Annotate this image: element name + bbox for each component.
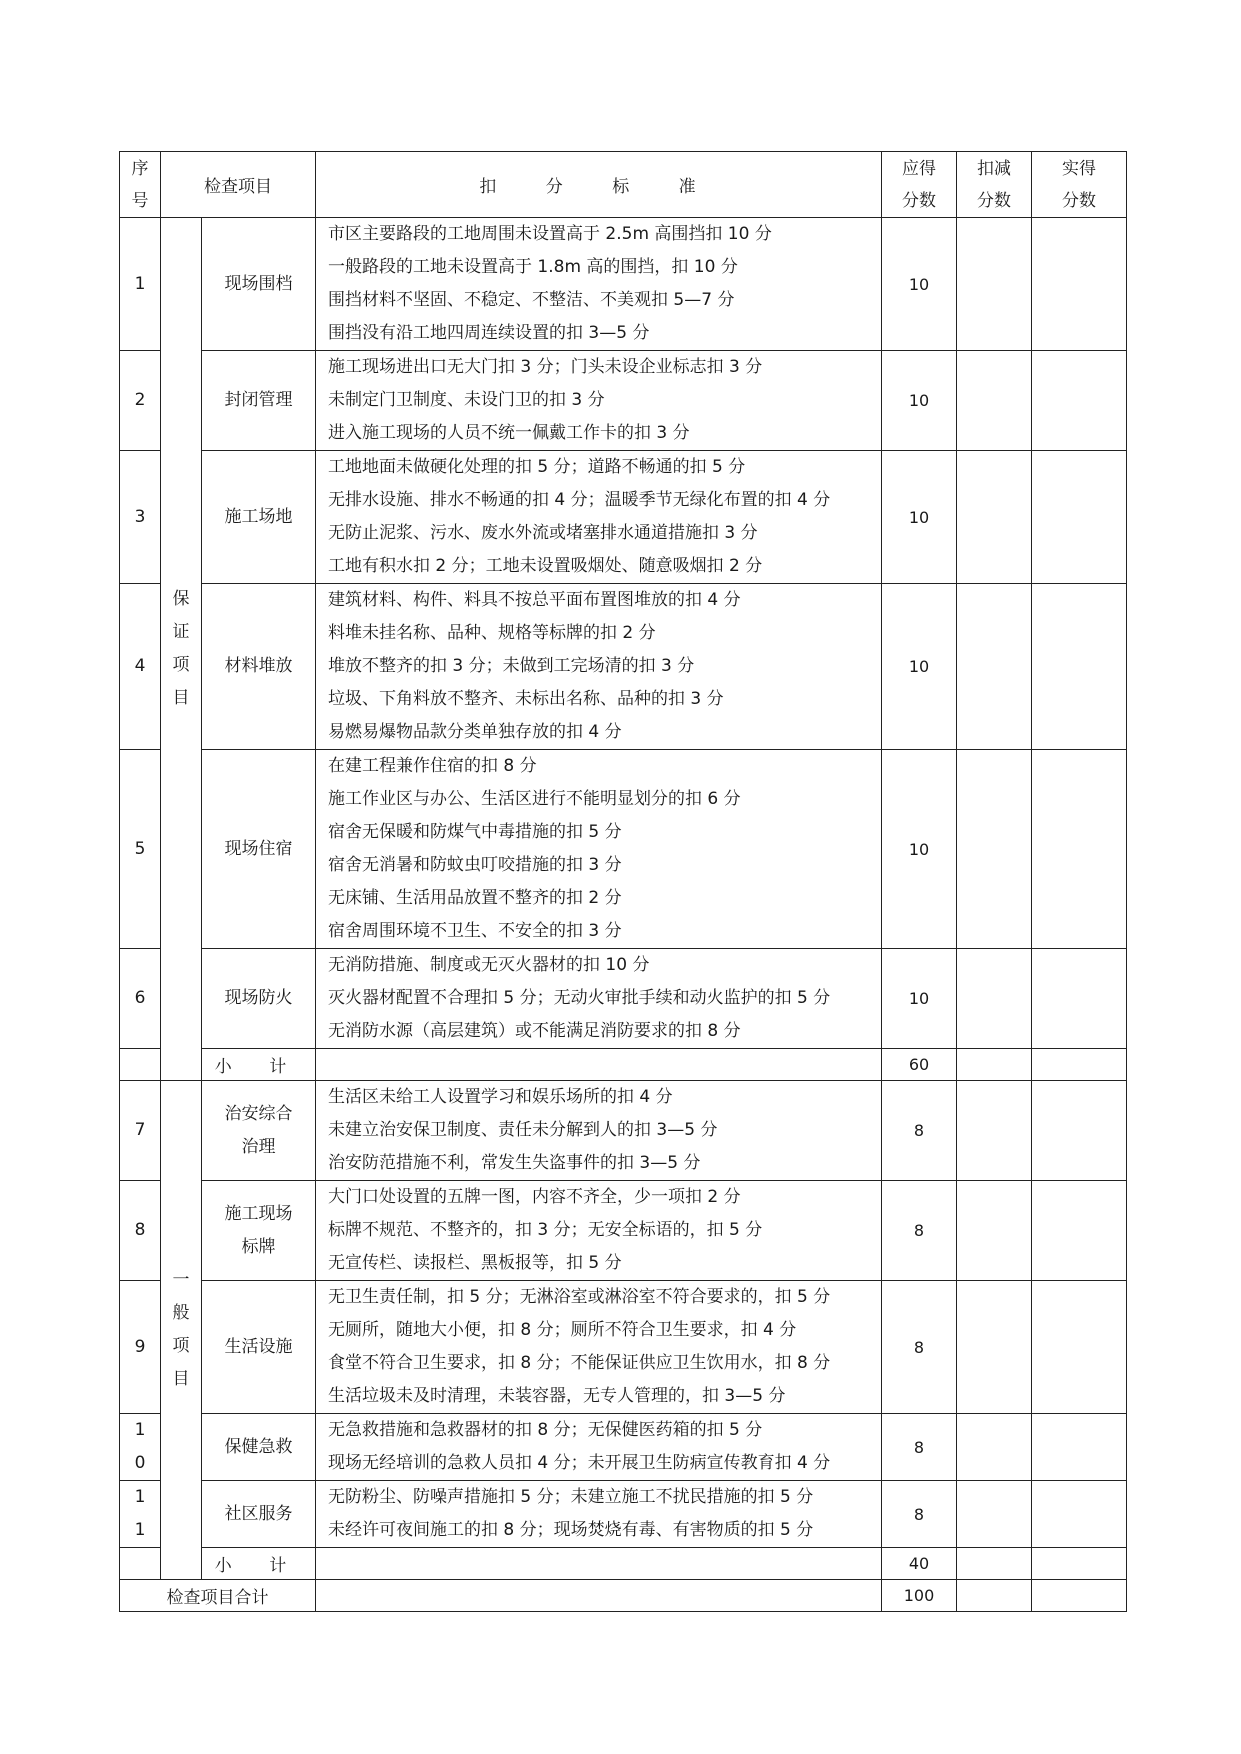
row-due-score: 10: [882, 584, 957, 750]
row-actual-score: [1032, 750, 1127, 949]
header-row: [120, 152, 1127, 218]
criteria-line: 在建工程兼作住宿的扣 8 分: [328, 756, 537, 776]
criteria-line: 宿舍无保暖和防煤气中毒措施的扣 5 分: [328, 822, 622, 842]
subtotal-score: 40: [882, 1548, 957, 1580]
criteria-line: 无消防水源（高层建筑）或不能满足消防要求的扣 8 分: [328, 1021, 741, 1041]
row-criteria: [316, 1081, 882, 1181]
row-criteria: [316, 584, 882, 750]
table-row: [120, 451, 1127, 584]
row-actual-score: [1032, 218, 1127, 351]
criteria-line: 未建立治安保卫制度、责任未分解到人的扣 3—5 分: [328, 1120, 718, 1140]
header-actual-score: 实得 分数: [1032, 152, 1127, 218]
row-seq: 8: [120, 1181, 161, 1281]
row-seq: 9: [120, 1281, 161, 1414]
inspection-score-table: [119, 151, 1127, 1612]
row-due-score: 8: [882, 1414, 957, 1481]
criteria-line: 施工作业区与办公、生活区进行不能明显划分的扣 6 分: [328, 789, 741, 809]
criteria-line: 垃圾、下角料放不整齐、未标出名称、品种的扣 3 分: [328, 689, 724, 709]
criteria-line: 工地地面未做硬化处理的扣 5 分；道路不畅通的扣 5 分: [328, 457, 746, 477]
criteria-line: 料堆未挂名称、品种、规格等标牌的扣 2 分: [328, 623, 656, 643]
total-score: 100: [882, 1580, 957, 1612]
total-actual: [1032, 1580, 1127, 1612]
criteria-line: 无床铺、生活用品放置不整齐的扣 2 分: [328, 888, 622, 908]
row-item: 材料堆放: [202, 584, 316, 750]
row-item: 社区服务: [202, 1481, 316, 1548]
subtotal-seq: [120, 1548, 161, 1580]
row-deduct-score: [957, 218, 1032, 351]
row-actual-score: [1032, 584, 1127, 750]
row-item: 保健急救: [202, 1414, 316, 1481]
row-seq: 5: [120, 750, 161, 949]
criteria-line: 围挡没有沿工地四周连续设置的扣 3—5 分: [328, 323, 650, 343]
row-item: 治安综合 治理: [202, 1081, 316, 1181]
subtotal-label: 小 计: [202, 1049, 316, 1081]
criteria-line: 进入施工现场的人员不统一佩戴工作卡的扣 3 分: [328, 423, 690, 443]
row-deduct-score: [957, 949, 1032, 1049]
row-criteria: [316, 750, 882, 949]
criteria-line: 建筑材料、构件、料具不按总平面布置图堆放的扣 4 分: [328, 590, 741, 610]
criteria-line: 灭火器材配置不合理扣 5 分；无动火审批手续和动火监护的扣 5 分: [328, 988, 831, 1008]
criteria-line: 无防粉尘、防噪声措施扣 5 分；未建立施工不扰民措施的扣 5 分: [328, 1487, 814, 1507]
criteria-line: 无急救措施和急救器材的扣 8 分；无保健医药箱的扣 5 分: [328, 1420, 763, 1440]
table-row: [120, 1414, 1127, 1481]
subtotal-criteria: [316, 1049, 882, 1081]
row-seq: 1 0: [120, 1414, 161, 1481]
row-item: 现场住宿: [202, 750, 316, 949]
criteria-line: 宿舍周围环境不卫生、不安全的扣 3 分: [328, 921, 622, 941]
row-actual-score: [1032, 1181, 1127, 1281]
row-deduct-score: [957, 1414, 1032, 1481]
criteria-line: 无卫生责任制，扣 5 分；无淋浴室或淋浴室不符合要求的，扣 5 分: [328, 1287, 831, 1307]
table-row: [120, 1181, 1127, 1281]
criteria-line: 无厕所，随地大小便，扣 8 分；厕所不符合卫生要求，扣 4 分: [328, 1320, 797, 1340]
row-criteria: [316, 351, 882, 451]
table-row: [120, 949, 1127, 1049]
subtotal-seq: [120, 1049, 161, 1081]
row-item: 现场防火: [202, 949, 316, 1049]
row-criteria: [316, 949, 882, 1049]
row-item: 现场围档: [202, 218, 316, 351]
table-row: [120, 584, 1127, 750]
row-deduct-score: [957, 1181, 1032, 1281]
header-criteria: 扣 分 标 准: [316, 152, 882, 218]
header-due-score: 应得 分数: [882, 152, 957, 218]
criteria-line: 宿舍无消暑和防蚊虫叮咬措施的扣 3 分: [328, 855, 622, 875]
row-seq: 4: [120, 584, 161, 750]
criteria-line: 堆放不整齐的扣 3 分；未做到工完场清的扣 3 分: [328, 656, 695, 676]
row-actual-score: [1032, 351, 1127, 451]
row-deduct-score: [957, 1081, 1032, 1181]
criteria-line: 一般路段的工地未设置高于 1.8m 高的围挡，扣 10 分: [328, 257, 738, 277]
row-deduct-score: [957, 1281, 1032, 1414]
row-actual-score: [1032, 949, 1127, 1049]
table-row: [120, 750, 1127, 949]
criteria-line: 生活区未给工人设置学习和娱乐场所的扣 4 分: [328, 1087, 673, 1107]
table-row: [120, 1281, 1127, 1414]
header-item: 检查项目: [161, 152, 316, 218]
row-due-score: 10: [882, 451, 957, 584]
criteria-line: 未经许可夜间施工的扣 8 分；现场焚烧有毒、有害物质的扣 5 分: [328, 1520, 814, 1540]
row-criteria: [316, 451, 882, 584]
criteria-line: 治安防范措施不利，常发生失盗事件的扣 3—5 分: [328, 1153, 701, 1173]
subtotal-row: [120, 1049, 1127, 1081]
row-item: 施工场地: [202, 451, 316, 584]
row-item: 施工现场 标牌: [202, 1181, 316, 1281]
row-deduct-score: [957, 750, 1032, 949]
criteria-line: 无消防措施、制度或无灭火器材的扣 10 分: [328, 955, 650, 975]
table-row: [120, 218, 1127, 351]
criteria-line: 无防止泥浆、污水、废水外流或堵塞排水通道措施扣 3 分: [328, 523, 758, 543]
row-due-score: 10: [882, 351, 957, 451]
row-criteria: [316, 1481, 882, 1548]
row-criteria: [316, 218, 882, 351]
row-deduct-score: [957, 451, 1032, 584]
table-row: [120, 1081, 1127, 1181]
total-row: [120, 1580, 1127, 1612]
row-seq: 1: [120, 218, 161, 351]
row-actual-score: [1032, 1081, 1127, 1181]
row-seq: 7: [120, 1081, 161, 1181]
subtotal-label: 小 计: [202, 1548, 316, 1580]
row-seq: 2: [120, 351, 161, 451]
row-due-score: 10: [882, 949, 957, 1049]
row-seq: 1 1: [120, 1481, 161, 1548]
criteria-line: 易燃易爆物品款分类单独存放的扣 4 分: [328, 722, 622, 742]
subtotal-deduct: [957, 1049, 1032, 1081]
row-due-score: 8: [882, 1481, 957, 1548]
subtotal-row: [120, 1548, 1127, 1580]
category-label: 一 般 项 目: [161, 1081, 202, 1580]
row-deduct-score: [957, 584, 1032, 750]
total-label: 检查项目合计: [120, 1580, 316, 1612]
row-deduct-score: [957, 1481, 1032, 1548]
criteria-line: 食堂不符合卫生要求，扣 8 分；不能保证供应卫生饮用水，扣 8 分: [328, 1353, 831, 1373]
subtotal-actual: [1032, 1049, 1127, 1081]
row-due-score: 10: [882, 218, 957, 351]
row-seq: 6: [120, 949, 161, 1049]
table-row: [120, 1481, 1127, 1548]
criteria-line: 现场无经培训的急救人员扣 4 分；未开展卫生防病宣传教育扣 4 分: [328, 1453, 831, 1473]
category-label: 保 证 项 目: [161, 218, 202, 1081]
criteria-line: 未制定门卫制度、未设门卫的扣 3 分: [328, 390, 605, 410]
row-criteria: [316, 1181, 882, 1281]
row-actual-score: [1032, 1414, 1127, 1481]
subtotal-score: 60: [882, 1049, 957, 1081]
criteria-line: 施工现场进出口无大门扣 3 分；门头未设企业标志扣 3 分: [328, 357, 763, 377]
row-actual-score: [1032, 1481, 1127, 1548]
table-row: [120, 351, 1127, 451]
row-criteria: [316, 1281, 882, 1414]
total-criteria: [316, 1580, 882, 1612]
row-item: 生活设施: [202, 1281, 316, 1414]
criteria-line: 无排水设施、排水不畅通的扣 4 分；温暖季节无绿化布置的扣 4 分: [328, 490, 831, 510]
row-seq: 3: [120, 451, 161, 584]
criteria-line: 市区主要路段的工地周围未设置高于 2.5m 高围挡扣 10 分: [328, 224, 772, 244]
subtotal-criteria: [316, 1548, 882, 1580]
row-actual-score: [1032, 1281, 1127, 1414]
total-deduct: [957, 1580, 1032, 1612]
row-deduct-score: [957, 351, 1032, 451]
header-deduct-score: 扣减 分数: [957, 152, 1032, 218]
row-due-score: 8: [882, 1281, 957, 1414]
criteria-line: 标牌不规范、不整齐的，扣 3 分；无安全标语的，扣 5 分: [328, 1220, 763, 1240]
criteria-line: 无宣传栏、读报栏、黑板报等，扣 5 分: [328, 1253, 622, 1273]
row-due-score: 8: [882, 1081, 957, 1181]
row-criteria: [316, 1414, 882, 1481]
row-actual-score: [1032, 451, 1127, 584]
row-due-score: 8: [882, 1181, 957, 1281]
criteria-line: 大门口处设置的五牌一图，内容不齐全，少一项扣 2 分: [328, 1187, 741, 1207]
criteria-line: 生活垃圾未及时清理，未装容器，无专人管理的，扣 3—5 分: [328, 1386, 786, 1406]
criteria-line: 工地有积水扣 2 分；工地未设置吸烟处、随意吸烟扣 2 分: [328, 556, 763, 576]
header-seq: 序 号: [120, 152, 161, 218]
criteria-line: 围挡材料不坚固、不稳定、不整洁、不美观扣 5—7 分: [328, 290, 735, 310]
row-due-score: 10: [882, 750, 957, 949]
subtotal-actual: [1032, 1548, 1127, 1580]
row-item: 封闭管理: [202, 351, 316, 451]
subtotal-deduct: [957, 1548, 1032, 1580]
